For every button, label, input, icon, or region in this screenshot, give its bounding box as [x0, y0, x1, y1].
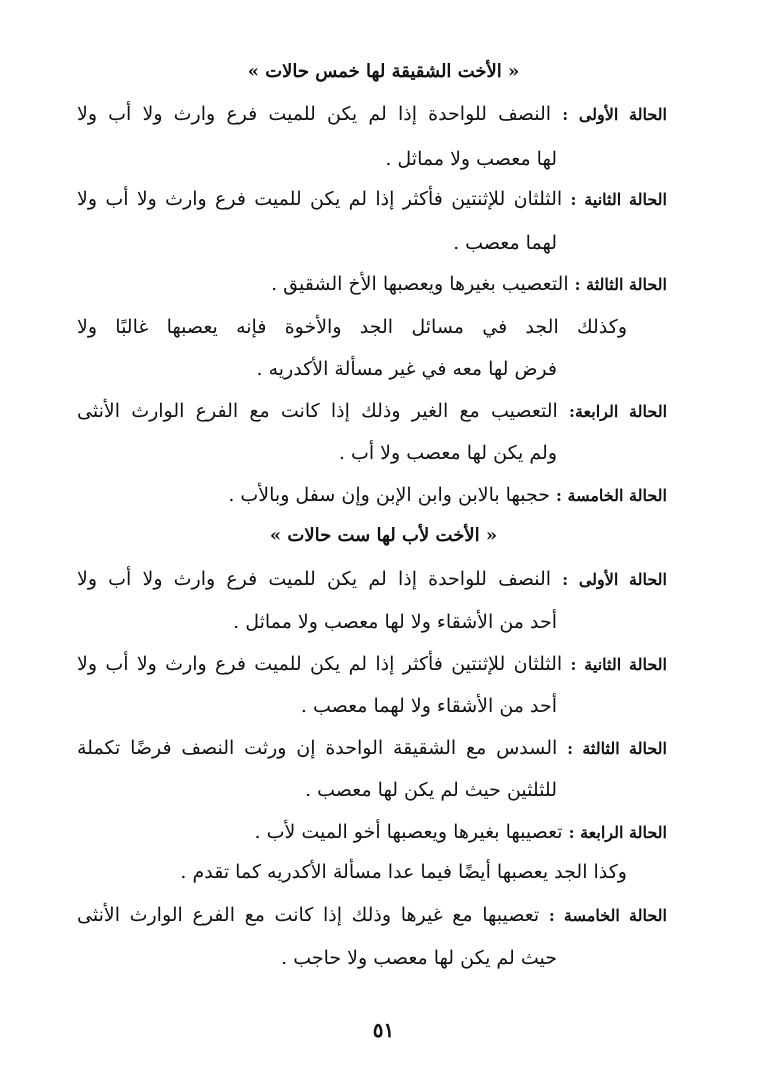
case-label: الحالة الثالثة :: [574, 275, 667, 294]
paternal-sister-case-5-line-1: [77, 901, 667, 930]
case-label: الحالة الأولى :: [562, 105, 667, 124]
case-label: الحالة الخامسة :: [548, 906, 667, 925]
case-text: الثلثان للإثنتين فأكثر إذا لم يكن للميت فرع وارث ولا أب ولا: [77, 653, 563, 675]
case-text: تعصيبها بغيرها ويعصبها أخو الميت لأب .: [254, 821, 563, 843]
paternal-sister-case-5-line-2: حيث لم يكن لها معصب ولا حاجب .: [281, 947, 557, 969]
paternal-sister-case-1-line-1: [77, 565, 667, 594]
full-sister-case-3-note-line-1: وكذلك الجد في مسائل الجد والأخوة فإنه يعصبها غالبًا ولا: [77, 316, 627, 338]
case-label: الحالة الرابعة:: [569, 402, 668, 421]
case-label: الحالة الرابعة :: [568, 823, 667, 842]
section-heading-full-sister: « الأخت الشقيقة لها خمس حالات »: [247, 61, 520, 82]
paternal-sister-case-3-line-2: للثلثين حيث لم يكن لها معصب .: [305, 779, 557, 801]
paternal-sister-case-2-line-2: أحد من الأشقاء ولا لهما معصب .: [300, 695, 557, 717]
page-number: ٥١: [372, 1018, 395, 1042]
case-text: النصف للواحدة إذا لم يكن للميت فرع وارث ولا أب ولا: [77, 103, 552, 125]
full-sister-case-3-line-1: [271, 270, 667, 299]
paternal-sister-case-4-line-1: [254, 818, 667, 847]
case-label: الحالة الثانية :: [570, 655, 668, 674]
section-heading-paternal-sister: « الأخت لأب لها ست حالات »: [269, 525, 498, 546]
case-text: السدس مع الشقيقة الواحدة إن ورثت النصف فرضًا تكملة: [77, 737, 558, 759]
full-sister-case-5-line-1: [228, 481, 667, 510]
full-sister-case-2-line-1: [77, 185, 667, 214]
full-sister-case-4-line-1: [77, 397, 667, 426]
case-label: الحالة الأولى :: [562, 570, 667, 589]
case-text: حجبها بالابن وابن الإبن وإن سفل وبالأب .: [228, 484, 550, 506]
full-sister-case-3-note-line-2: فرض لها معه في غير مسألة الأكدريه .: [256, 358, 557, 380]
case-text: الثلثان للإثنتين فأكثر إذا لم يكن للميت فرع وارث ولا أب ولا: [77, 188, 563, 210]
case-label: الحالة الثالثة :: [567, 739, 667, 758]
paternal-sister-case-3-line-1: [77, 734, 667, 763]
full-sister-case-1-line-1: [77, 100, 667, 129]
case-text: التعصيب مع الغير وذلك إذا كانت مع الفرع الوارث الأنثى: [77, 400, 558, 422]
full-sister-case-1-line-2: لها معصب ولا مماثل .: [385, 148, 557, 170]
paternal-sister-case-2-line-1: [77, 650, 667, 679]
case-text: التعصيب بغيرها ويعصبها الأخ الشقيق .: [271, 273, 569, 295]
full-sister-case-2-line-2: لهما معصب .: [453, 232, 557, 254]
case-label: الحالة الثانية :: [570, 190, 668, 209]
case-text: النصف للواحدة إذا لم يكن للميت فرع وارث ولا أب ولا: [77, 568, 552, 590]
case-label: الحالة الخامسة :: [556, 486, 667, 505]
full-sister-case-4-line-2: ولم يكن لها معصب ولا أب .: [338, 442, 557, 464]
paternal-sister-case-1-line-2: أحد من الأشقاء ولا لها معصب ولا مماثل .: [233, 611, 557, 633]
case-text: تعصيبها مع غيرها وذلك إذا كانت مع الفرع الوارث الأنثى: [77, 904, 540, 926]
paternal-sister-case-4-note: وكذا الجد يعصبها أيضًا فيما عدا مسألة الأكدريه كما تقدم .: [180, 861, 627, 883]
